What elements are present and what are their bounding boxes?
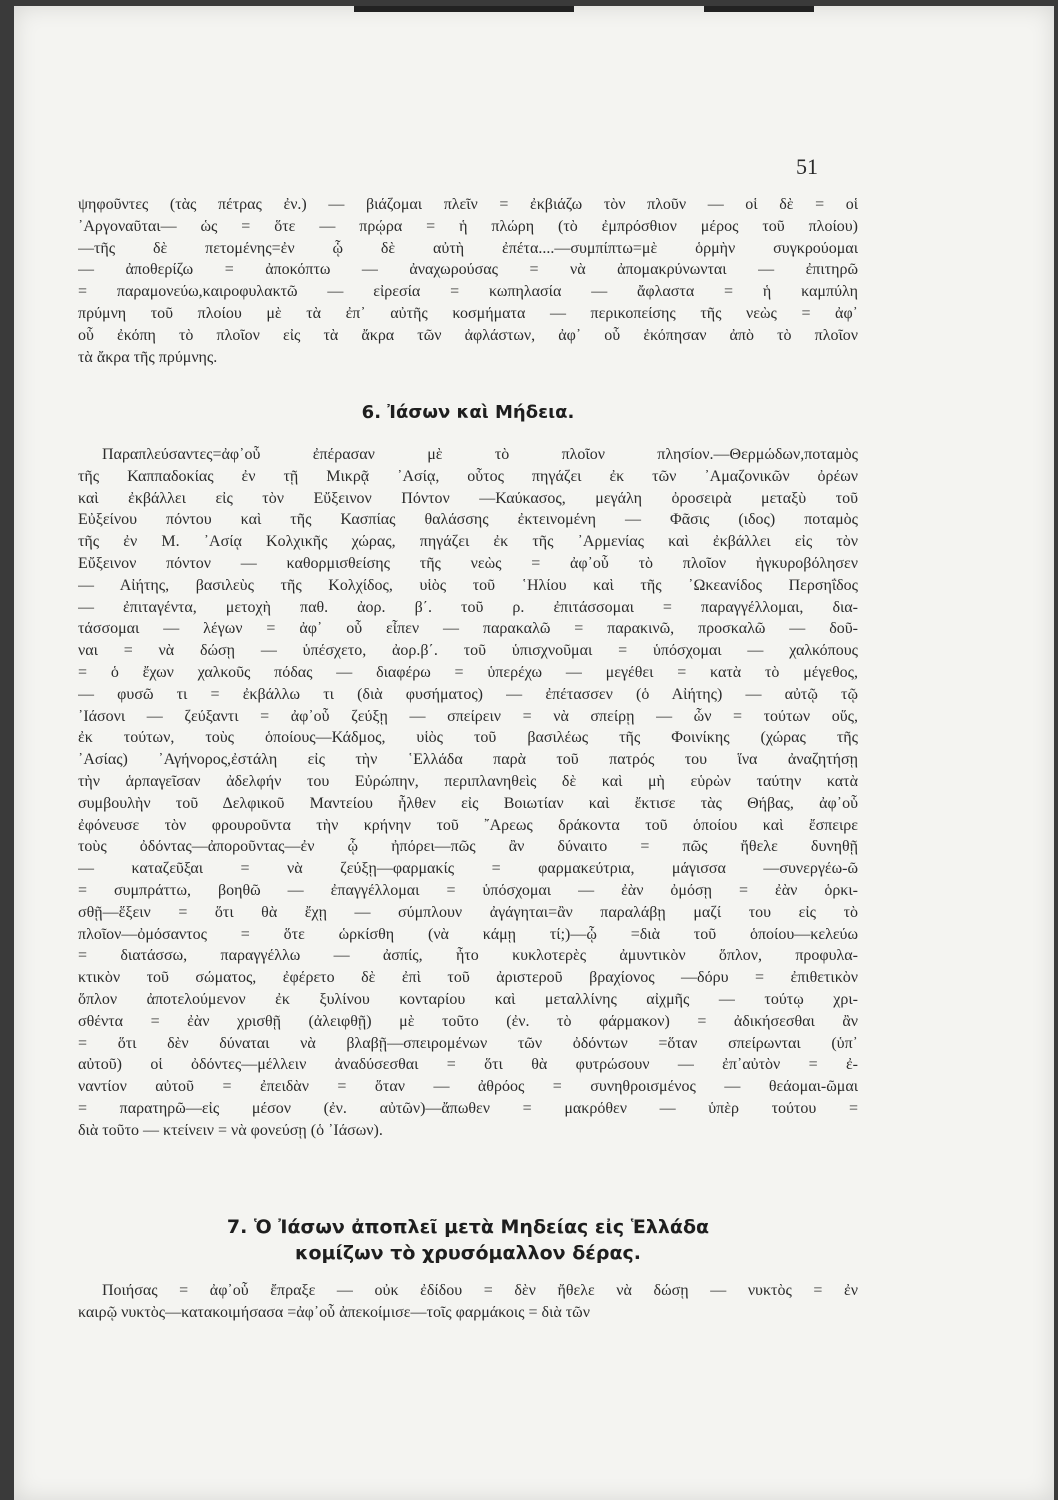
text-line: σθέντα = ἐὰν χρισθῇ (ἀλειφθῇ) μὲ τοῦτο (ἐν. τὸ φάρμακον) = ἀδικήσεσθαι ἂν: [78, 1012, 858, 1030]
text-line: τῆς ἐν Μ. ᾿Ασίᾳ Κολχικῆς χώρας, πηγάζει ἐκ τῆς ᾿Αρμενίας καὶ ἐκβάλλει εἰς τὸν: [78, 533, 858, 551]
text-line: τὴν ἁρπαγεῖσαν ἀδελφήν του Εὐρώπην, περιπλανηθεὶς δὲ καὶ μὴ εὑρὼν ταύτην κατὰ: [78, 772, 858, 790]
text-line: = παραμονεύω,καιροφυλακτῶ — εἰρεσία = κωπηλασία — ἄφλαστα = ἡ καμπύλη: [78, 283, 858, 301]
text-line: τοὺς ὀδόντας—ἀποροῦντας—ἐν ᾧ ἠπόρει—πῶς ἂν δύναιτο = πῶς ἤθελε δυνηθῇ: [78, 838, 858, 856]
text-line: — φυσῶ τι = ἐκβάλλω τι (διὰ φυσήματος) — ἐπέτασσεν (ὁ Αἰήτης) — αὐτῷ τῷ: [78, 685, 858, 703]
text-line: αὐτοῦ) οἱ ὀδόντες—μέλλειν ἀναδύσεσθαι = ὅτι θὰ φυτρώσουν — ἐπ᾿αὐτὸν = ἐ-: [78, 1056, 858, 1074]
text-line: τῆς Καππαδοκίας ἐν τῇ Μικρᾷ ᾿Ασίᾳ, οὗτος πηγάζει ἐκ τῶν ᾿Αμαζονικῶν ὀρέων: [78, 467, 858, 485]
text-line: = διατάσσω, παραγγέλλω — ἀσπίς, ἦτο κυκλοτερὲς ἀμυντικὸν ὅπλον, προφυλα-: [78, 947, 858, 965]
text-line: —τῆς δὲ πετομένης=ἐν ᾧ δὲ αὐτὴ ἐπέτα....—συμπίπτω=μὲ ὁρμὴν συγκρούομαι: [78, 239, 858, 257]
text-line: = ὅτι δὲν δύναται νὰ βλαβῇ—σπειρομένων τῶν ὀδόντων =ὅταν σπείρωνται (ὑπ᾿: [78, 1034, 858, 1052]
text-line: κτικὸν τοῦ σώματος, ἐφέρετο δὲ ἐπὶ τοῦ ἀριστεροῦ βραχίονος —δόρυ = ἐπιθετικὸν: [78, 969, 858, 987]
text-line: ᾿Αργοναῦται— ὡς = ὅτε — πρῴρα = ἡ πλώρη (τὸ ἐμπρόσθιον μέρος τοῦ πλοίου): [78, 217, 858, 235]
text-line: — καταζεῦξαι = νὰ ζεύξῃ—φαρμακίς = φαρμακεύτρια, μάγισσα —συνεργέω-ῶ: [78, 860, 858, 878]
text-line: — ἀποθερίζω = ἀποκόπτω — ἀναχωρούσας = νὰ ἀπομακρύνωνται — ἐπιτηρῶ: [78, 261, 858, 279]
text-line: — Αἰήτης, βασιλεὺς τῆς Κολχίδος, υἱὸς τοῦ ῾Ηλίου καὶ τῆς ᾿Ωκεανίδος Περσηΐδος: [78, 576, 858, 594]
section-6-heading: 6. Ἰάσων καὶ Μήδεια.: [361, 402, 575, 423]
text-line: ἐφόνευσε τὸν φρουροῦντα τὴν κρήνην τοῦ ῎Αρεως δράκοντα τοῦ ὁποίου καὶ ἔσπειρε: [78, 816, 858, 834]
page-number: 51: [796, 154, 818, 179]
text-line: ὅπλον ἀποτελούμενον ἐκ ξυλίνου κονταρίου καὶ μεταλλίνης αἰχμῆς — τούτῳ χρι-: [78, 990, 858, 1008]
text-line: ἐκ τούτων, τοὺς ὁποίους—Κάδμος, υἱὸς τοῦ βασιλέως τῆς Φοινίκης (χώρας τῆς: [78, 729, 858, 747]
text-line: ᾿Ιάσονι — ζεύξαντι = ἀφ᾿οὗ ζεύξῃ — σπείρειν = νὰ σπείρῃ — ὧν = τούτων οὕς,: [78, 707, 858, 725]
text-line: ψηφοῦντες (τὰς πέτρας ἐν.) — βιάζομαι πλεῖν = ἐκβιάζω τὸν πλοῦν — οἱ δὲ = οἱ: [78, 196, 858, 213]
text-line: τάσσομαι — λέγων = ἀφ᾿ οὗ εἶπεν — παρακαλῶ = παρακινῶ, προσκαλῶ — δοῦ-: [78, 620, 858, 638]
text-line: Παραπλεύσαντες=ἀφ᾿οὗ ἐπέρασαν μὲ τὸ πλοῖον πλησίον.—Θερμώδων,ποταμὸς: [102, 446, 858, 463]
text-line: ναι = νὰ δώσῃ — ὑπέσχετο, ἀορ.β΄. τοῦ ὑπισχνοῦμαι = ὑπόσχομαι — χαλκόπους: [78, 642, 858, 660]
text-line: = συμπράττω, βοηθῶ — ἐπαγγέλλομαι = ὑπόσχομαι — ἐὰν ὀμόσῃ = ἐὰν ὁρκι-: [78, 881, 858, 899]
text-line: διὰ τοῦτο — κτείνειν = νὰ φονεύσῃ (ὁ ᾿Ιάσων).: [78, 1121, 383, 1139]
section-7-heading-line2: κομίζων τὸ χρυσόμαλλον δέρας.: [294, 1242, 642, 1264]
text-line: — ἐπιταγέντα, μετοχὴ παθ. ἀορ. β΄. τοῦ ρ. ἐπιτάσσομαι = παραγγέλλομαι, δια-: [78, 598, 858, 616]
section-7-heading-line1: 7. Ὁ Ἰάσων ἀποπλεῖ μετὰ Μηδείας εἰς Ἑλλάδα: [226, 1216, 710, 1238]
section-6-glossary: [78, 444, 858, 1142]
text-line: συμβουλὴν τοῦ Δελφικοῦ Μαντείου ἦλθεν εἰς Βοιωτίαν καὶ ἔκτισε τὰς Θήβας, ἀφ᾿οὗ: [78, 794, 858, 812]
section-7-glossary: [78, 1280, 858, 1324]
scan-edge-mark: [354, 6, 574, 12]
scan-edge-mark: [704, 6, 814, 12]
text-line: Εὐξείνου πόντου καὶ τῆς Κασπίας θαλάσσης ἐκτεινομένη — Φᾶσις (ιδος) ποταμὸς: [78, 511, 858, 529]
text-line: = παρατηρῶ—εἰς μέσον (ἐν. αὐτῶν)—ἄπωθεν = μακρόθεν — ὑπὲρ τούτου =: [78, 1099, 858, 1117]
text-line: τὰ ἄκρα τῆς πρύμνης.: [78, 348, 218, 366]
text-line: οὗ ἐκόπη τὸ πλοῖον εἰς τὰ ἄκρα τῶν ἀφλάστων, ἀφ᾿ οὗ ἐκόπησαν ἀπὸ τὸ πλοῖον: [78, 326, 858, 344]
text-line: καιρῷ νυκτὸς—κατακοιμήσασα =ἀφ᾿οὗ ἀπεκοίμισε—τοῖς φαρμάκοις = διὰ τῶν: [78, 1303, 590, 1321]
text-line: ᾿Ασίας) ᾿Αγήνορος,ἐστάλη εἰς τὴν ῾Ελλάδα παρὰ τοῦ πατρός του ἵνα ἀναζητήσῃ: [78, 751, 858, 769]
text-line: = ὁ ἔχων χαλκοῦς πόδας — διαφέρω = ὑπερέχω — μεγέθει = κατὰ τὸ μέγεθος,: [78, 663, 858, 681]
text-line: Ποιήσας = ἀφ᾿οὗ ἔπραξε — οὐκ ἐδίδου = δὲν ἤθελε νὰ δώσῃ — νυκτὸς = ἐν: [102, 1282, 858, 1299]
intro-glossary: [78, 194, 858, 368]
text-line: πλοῖον—ὀμόσαντος = ὅτε ὡρκίσθη (νὰ κάμῃ τί;)—ᾧ =διὰ τοῦ ὁποίου—κελεύω: [78, 925, 858, 943]
text-line: ναντίον αὐτοῦ = ἐπειδὰν = ὅταν — ἀθρόος = συνηθροισμένος — θεάομαι-ῶμαι: [78, 1078, 858, 1096]
scanned-page: [14, 6, 1054, 1500]
text-line: Εὔξεινον πόντον — καθορμισθείσης τῆς νεὼς = ἀφ᾿οὗ τὸ πλοῖον ἠγκυροβόλησεν: [78, 554, 858, 572]
text-line: πρύμνη τοῦ πλοίου μὲ τὰ ἐπ᾿ αὐτῆς κοσμήματα — περικοπείσης τῆς νεὼς = ἀφ᾿: [78, 304, 858, 322]
text-line: καὶ ἐκβάλλει εἰς τὸν Εὔξεινον Πόντον —Καύκασος, μεγάλη ὀροσειρὰ μεταξὺ τοῦ: [78, 489, 858, 507]
text-line: σθῇ—ἕξειν = ὅτι θὰ ἔχῃ — σύμπλουν ἀγάγηται=ἂν παραλάβῃ μαζί του εἰς τὸ: [78, 903, 858, 921]
